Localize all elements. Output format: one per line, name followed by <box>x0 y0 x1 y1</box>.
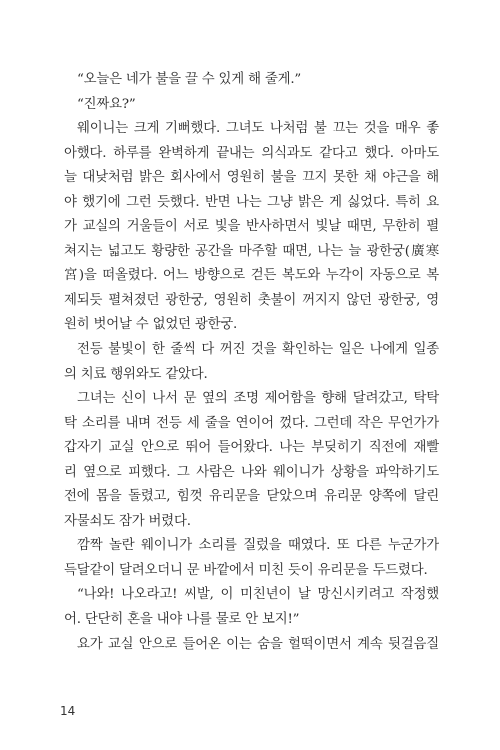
text-line: 자물쇠도 잠가 버렸다. <box>64 513 191 529</box>
text-line: 깜짝 놀란 웨이니가 소리를 질렀을 때였다. 또 다른 누군가가 <box>77 538 439 554</box>
text-line: 전등 불빛이 한 줄씩 다 꺼진 것을 확인하는 일은 나에게 일종 <box>77 342 439 358</box>
text-line: 득달같이 달려오더니 문 바깥에서 미친 듯이 유리문을 두드렸다. <box>64 562 428 578</box>
text-line: “나와! 나오라고! 씨발, 이 미친년이 날 망신시키려고 작정했 <box>77 587 439 603</box>
text-line: 갑자기 교실 안으로 뛰어 들어왔다. 나는 부딪히기 직전에 재빨 <box>64 440 439 456</box>
page-number: 14 <box>60 704 76 718</box>
text-line: 가 교실의 거울들이 서로 빛을 반사하면서 빛날 때면, 무한히 펼 <box>64 219 439 235</box>
text-line: 쳐지는 넓고도 황량한 공간을 마주할 때면, 나는 늘 광한궁(廣寒 <box>64 243 439 259</box>
text-line: 전에 몸을 돌렸고, 힘껏 유리문을 닫았으며 유리문 양쪽에 달린 <box>64 489 439 505</box>
text-line: “오늘은 네가 불을 끌 수 있게 해 줄게.” <box>77 72 302 87</box>
text-line: 웨이니는 크게 기뻐했다. 그녀도 나처럼 불 끄는 것을 매우 좋 <box>77 121 439 137</box>
text-line: 어. 단단히 혼을 내야 나를 물로 안 보지!” <box>64 612 300 628</box>
text-line: 늘 대낮처럼 밝은 회사에서 영원히 불을 끄지 못한 채 야근을 해 <box>64 170 439 186</box>
text-line: 의 치료 행위와도 같았다. <box>64 366 208 382</box>
text-line: 원히 벗어날 수 없었던 광한궁. <box>64 317 238 333</box>
text-line: “진짜요?” <box>77 96 136 112</box>
text-line: 요가 교실 안으로 들어온 이는 숨을 헐떡이면서 계속 뒷걸음질 <box>77 636 439 652</box>
text-line: 리 옆으로 피했다. 그 사람은 나와 웨이니가 상황을 파악하기도 <box>64 464 439 480</box>
text-line: 제되듯 펼쳐졌던 광한궁, 영원히 촛불이 꺼지지 않던 광한궁, 영 <box>64 292 439 308</box>
text-line: 宮)을 떠올렸다. 어느 방향으로 걷든 복도와 누각이 자동으로 복 <box>64 268 439 284</box>
text-line: 야 했기에 그런 듯했다. 반면 나는 그냥 밝은 게 싫었다. 특히 요 <box>64 194 439 210</box>
text-line: 탁 소리를 내며 전등 세 줄을 연이어 껐다. 그런데 작은 무언가가 <box>64 415 439 431</box>
text-line: 아했다. 하루를 완벽하게 끝내는 의식과도 같다고 했다. 아마도 <box>64 145 439 161</box>
body-text <box>64 68 439 657</box>
text-line: 그녀는 신이 나서 문 옆의 조명 제어함을 향해 달려갔고, 탁탁 <box>77 391 439 407</box>
